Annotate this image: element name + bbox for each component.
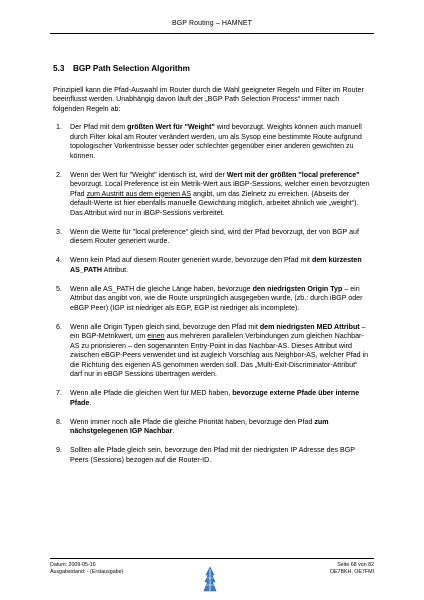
- rule-text: angibt, um das Zielnetz zu erreichen. (Abseits der default-Werte ist hier ebenfalls manuelle Gewichtung möglich, arbeitet ähnlich wie „weight“). Das Attribut wird nur in iBGP-Sessions verbreitet.: [70, 189, 359, 217]
- rule-emphasis: den niedrigsten Origin Typ: [252, 284, 343, 293]
- rule-text: Wenn kein Pfad auf diesem Router generiert wurde, bevorzuge den Pfad mit: [70, 256, 312, 264]
- rule-text: Wenn der Wert für "Weight" identisch ist, wird der: [70, 170, 227, 179]
- rule-text: Wenn immer noch alle Pfade die gleiche Priorität haben, bevorzuge den Pfad: [70, 417, 315, 426]
- rule-item: [53, 228, 371, 247]
- rule-emphasis: dem kürzesten AS_PATH: [70, 256, 362, 274]
- rule-emphasis: bevorzuge externe Pfade über interne Pfade: [70, 389, 360, 407]
- rule-underline: einen: [147, 332, 165, 340]
- hamnet-logo-icon: [200, 566, 220, 592]
- rule-text: wird bevorzugt. Weights können auch manuell durch Filter lokal am Router verändert werden, um als Sysop eine bestimmte Route aufgrund topologischer Vorkentnisse besser oder schlechter gegenüber einer anderen gewichten zu können.: [70, 123, 362, 160]
- rules-list: [53, 123, 371, 465]
- footer-authors: OE7BKH, OE7FMI: [329, 569, 374, 575]
- rule-text: .: [172, 427, 175, 435]
- rule-underline: zum Austritt aus dem eigenen AS: [86, 189, 192, 198]
- footer-page-number: Seite 68 von 82: [337, 562, 374, 568]
- rule-item: [53, 446, 371, 465]
- rule-number: 5.: [56, 284, 62, 293]
- rule-item: [53, 285, 371, 314]
- rule-number: 3.: [56, 227, 62, 236]
- rule-number: 8.: [56, 417, 62, 426]
- rule-text: Attribut.: [102, 265, 129, 274]
- rule-emphasis: Wert mit der größten "local preference": [226, 170, 360, 179]
- rule-emphasis: dem niedrigsten MED Attribut: [259, 322, 360, 331]
- rule-item: [53, 323, 371, 380]
- rule-emphasis: zum nächstgelegenen IGP Nachbar: [70, 417, 329, 435]
- rule-text: Sollten alle Pfade gleich sein, bevorzuge den Pfad mit der niedrigsten IP Adresse des BGP Peers (Sessions) bezogen auf die Router-ID.: [70, 446, 355, 464]
- rule-number: 7.: [56, 389, 62, 397]
- intro-paragraph: Prinzipiell kann die Pfad-Auswahl im Router durch die Wahl geeigneter Regeln und Filter im Router beeinflusst werden. Unabhängig davon läuft der „BGP Path Selection Process“ immer nach folgenden Regeln ab:: [53, 85, 364, 113]
- rule-text: – ein Attribut das angibt von, wie die Route ursprünglich ausgegeben wurde, (zb.: durch iBGP oder eBGP Peer) (IGP ist niedriger als EGP, EGP ist niedriger als incomplete).: [70, 284, 363, 312]
- section-title: BGP Path Selection Algorithm: [73, 64, 190, 73]
- section-number: 5.3: [53, 64, 65, 73]
- page-header: BGP Routing – HAMNET: [171, 20, 253, 27]
- rule-text: Wenn alle Pfade die gleichen Wert für MED haben,: [70, 389, 233, 397]
- rule-emphasis: größten Wert für "Weight": [127, 123, 215, 131]
- rule-text: Wenn alle Origin Typen gleich sind, bevorzuge den Pfad mit: [70, 322, 260, 331]
- rule-item: [53, 171, 371, 219]
- rule-text: aus mehreren parallelen Verbindungen zum gleichen Nachbar-AS zu priorisieren – den sogenannten Entry-Point in das Nachbar-AS. Dieses Attribut wird zwischen eBGP-Peers verwendet und ist zugleich Vorschlag aus Neighbor-AS, welcher Pfad in die Richtung des eigenen AS genommen werden soll. Das „Multi-Exit-Discriminator-Attribut“ darf nur in eBGP Sessions übertragen werden.: [70, 332, 369, 378]
- page-content: [53, 64, 371, 475]
- footer-date: Datum: 2009-05-16: [50, 562, 96, 568]
- section-heading: [53, 64, 371, 74]
- rule-text: bevorzugt. Local Preference ist ein Metrik-Wert aus iBGP-Sessions, welcher einen bevorzugten Pfad: [70, 180, 370, 198]
- rule-text: Wenn die Werte für "local preference" gleich sind, wird der Pfad bevorzugt, der von BGP auf diesem Router generiert wurde.: [70, 227, 359, 245]
- rule-item: [53, 256, 371, 275]
- rule-text: Wenn alle AS_PATH die gleiche Länge haben, bevorzuge: [70, 284, 253, 293]
- rule-item: [53, 418, 371, 437]
- header-divider: [50, 33, 374, 34]
- rule-number: 1.: [56, 123, 62, 131]
- footer-edition: Ausgabestand: - (Erstausgabe): [50, 569, 124, 575]
- rule-number: 4.: [56, 256, 62, 264]
- rule-item: [53, 389, 371, 408]
- rule-item: [53, 123, 371, 161]
- rule-number: 6.: [56, 322, 62, 331]
- rule-number: 9.: [56, 446, 62, 454]
- rule-text: Der Pfad mit dem: [70, 123, 128, 131]
- footer-divider: [50, 558, 374, 559]
- rule-text: .: [89, 398, 92, 407]
- rule-number: 2.: [56, 170, 62, 179]
- rule-text: – ein BGP-Metrikwert, um: [70, 322, 366, 340]
